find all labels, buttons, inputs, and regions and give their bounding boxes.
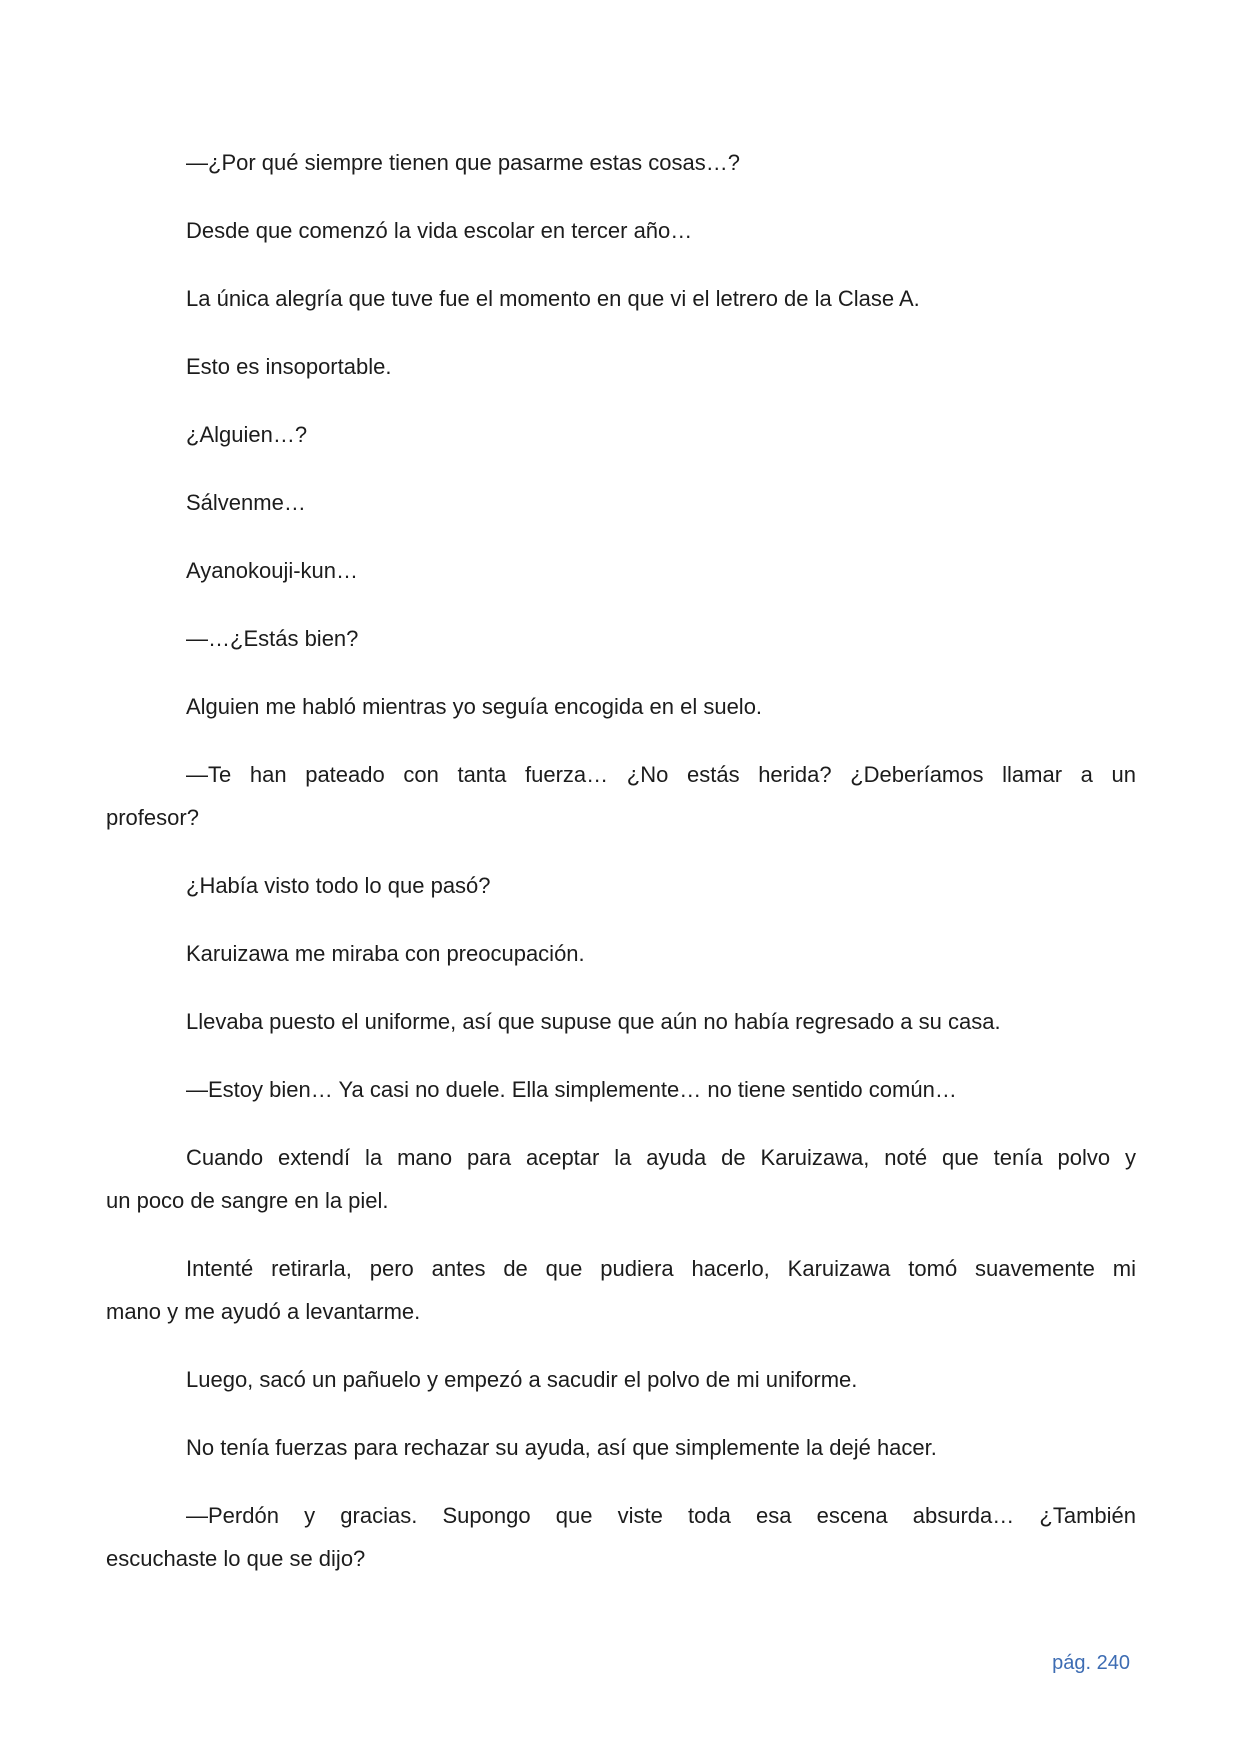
paragraph (106, 1494, 1136, 1580)
paragraph (106, 481, 1136, 524)
paragraph (106, 549, 1136, 592)
paragraph (106, 864, 1136, 907)
paragraph (106, 1426, 1136, 1469)
text-line: un poco de sangre en la piel. (106, 1188, 389, 1213)
text-line: Desde que comenzó la vida escolar en tercer año… (186, 218, 693, 243)
paragraph (106, 1247, 1136, 1333)
text-line: mano y me ayudó a levantarme. (106, 1299, 421, 1324)
text-line: ¿Había visto todo lo que pasó? (186, 873, 491, 898)
text-line: Esto es insoportable. (186, 354, 392, 379)
text-line: profesor? (106, 805, 199, 830)
paragraph (106, 1068, 1136, 1111)
paragraph (106, 685, 1136, 728)
paragraph (106, 1000, 1136, 1043)
paragraph (106, 345, 1136, 388)
page-footer (1052, 1650, 1130, 1676)
text-line: Sálvenme… (186, 490, 306, 515)
paragraph (106, 141, 1136, 184)
text-line: Intenté retirarla, pero antes de que pudiera hacerlo, Karuizawa tomó suavemente mi (186, 1256, 1136, 1281)
text-line: escuchaste lo que se dijo? (106, 1546, 366, 1571)
paragraph (106, 617, 1136, 660)
paragraph (106, 413, 1136, 456)
text-line: Luego, sacó un pañuelo y empezó a sacudir el polvo de mi uniforme. (186, 1367, 858, 1392)
paragraph (106, 1136, 1136, 1222)
text-line: —Perdón y gracias. Supongo que viste toda esa escena absurda… ¿También (186, 1503, 1136, 1528)
text-line: Cuando extendí la mano para aceptar la ayuda de Karuizawa, noté que tenía polvo y (186, 1145, 1136, 1170)
paragraph (106, 209, 1136, 252)
text-line: La única alegría que tuve fue el momento en que vi el letrero de la Clase A. (186, 286, 920, 311)
text-line: ¿Alguien…? (186, 422, 308, 447)
text-line: —Estoy bien… Ya casi no duele. Ella simplemente… no tiene sentido común… (186, 1077, 957, 1102)
paragraph (106, 932, 1136, 975)
page-body (106, 141, 1136, 1580)
text-line: Karuizawa me miraba con preocupación. (186, 941, 585, 966)
text-line: Llevaba puesto el uniforme, así que supuse que aún no había regresado a su casa. (186, 1009, 1001, 1034)
paragraph (106, 277, 1136, 320)
text-line: —¿Por qué siempre tienen que pasarme estas cosas…? (186, 150, 740, 175)
paragraph (106, 1358, 1136, 1401)
paragraph (106, 753, 1136, 839)
text-line: —…¿Estás bien? (186, 626, 359, 651)
text-line: —Te han pateado con tanta fuerza… ¿No estás herida? ¿Deberíamos llamar a un (186, 762, 1136, 787)
text-line: No tenía fuerzas para rechazar su ayuda, así que simplemente la dejé hacer. (186, 1435, 937, 1460)
page-number: pág. 240 (1052, 1652, 1130, 1674)
text-line: Ayanokouji-kun… (186, 558, 359, 583)
text-line: Alguien me habló mientras yo seguía encogida en el suelo. (186, 694, 763, 719)
